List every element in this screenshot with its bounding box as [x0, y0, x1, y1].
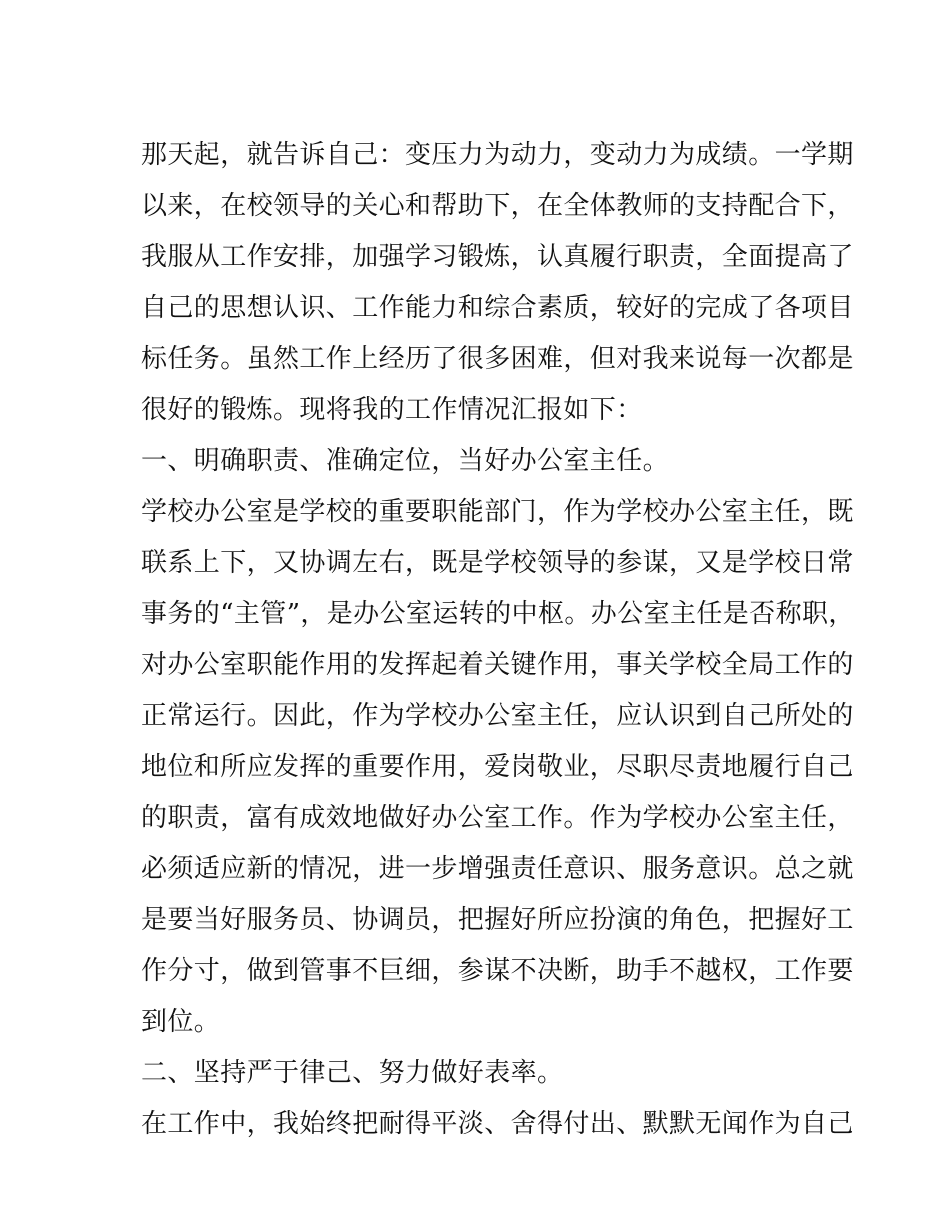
text-line: 标任务。虽然工作上经历了很多困难，但对我来说每一次都是 — [141, 344, 854, 374]
text-line: 到位。 — [141, 1007, 221, 1037]
text-line: 以来，在校领导的关心和帮助下，在全体教师的支持配合下， — [141, 191, 854, 221]
text-line: 学校办公室是学校的重要职能部门，作为学校办公室主任，既 — [141, 497, 854, 527]
text-line: 在工作中，我始终把耐得平淡、舍得付出、默默无闻作为自己 — [141, 1109, 854, 1139]
text-line: 很好的锻炼。现将我的工作情况汇报如下： — [141, 395, 643, 425]
text-line: 正常运行。因此，作为学校办公室主任，应认识到自己所处的 — [141, 701, 854, 731]
document-body — [141, 130, 855, 1150]
text-line: 那天起，就告诉自己：变压力为动力，变动力为成绩。一学期 — [141, 140, 854, 170]
section-heading: 二、坚持严于律己、努力做好表率。 — [141, 1058, 564, 1088]
text-line: 事务的“主管”，是办公室运转的中枢。办公室主任是否称职， — [141, 599, 855, 629]
text-line: 对办公室职能作用的发挥起着关键作用，事关学校全局工作的 — [141, 650, 854, 680]
text-line: 自己的思想认识、工作能力和综合素质，较好的完成了各项目 — [141, 293, 854, 323]
text-line: 必须适应新的情况，进一步增强责任意识、服务意识。总之就 — [141, 854, 854, 884]
text-line: 我服从工作安排，加强学习锻炼，认真履行职责，全面提高了 — [141, 242, 854, 272]
text-line: 联系上下，又协调左右，既是学校领导的参谋，又是学校日常 — [141, 548, 854, 578]
text-line: 作分寸，做到管事不巨细，参谋不决断，助手不越权，工作要 — [141, 956, 854, 986]
section-heading: 一、明确职责、准确定位，当好办公室主任。 — [141, 446, 670, 476]
text-line: 地位和所应发挥的重要作用，爱岗敬业，尽职尽责地履行自己 — [141, 752, 854, 782]
text-line: 的职责，富有成效地做好办公室工作。作为学校办公室主任， — [141, 803, 854, 833]
text-line: 是要当好服务员、协调员，把握好所应扮演的角色，把握好工 — [141, 905, 854, 935]
